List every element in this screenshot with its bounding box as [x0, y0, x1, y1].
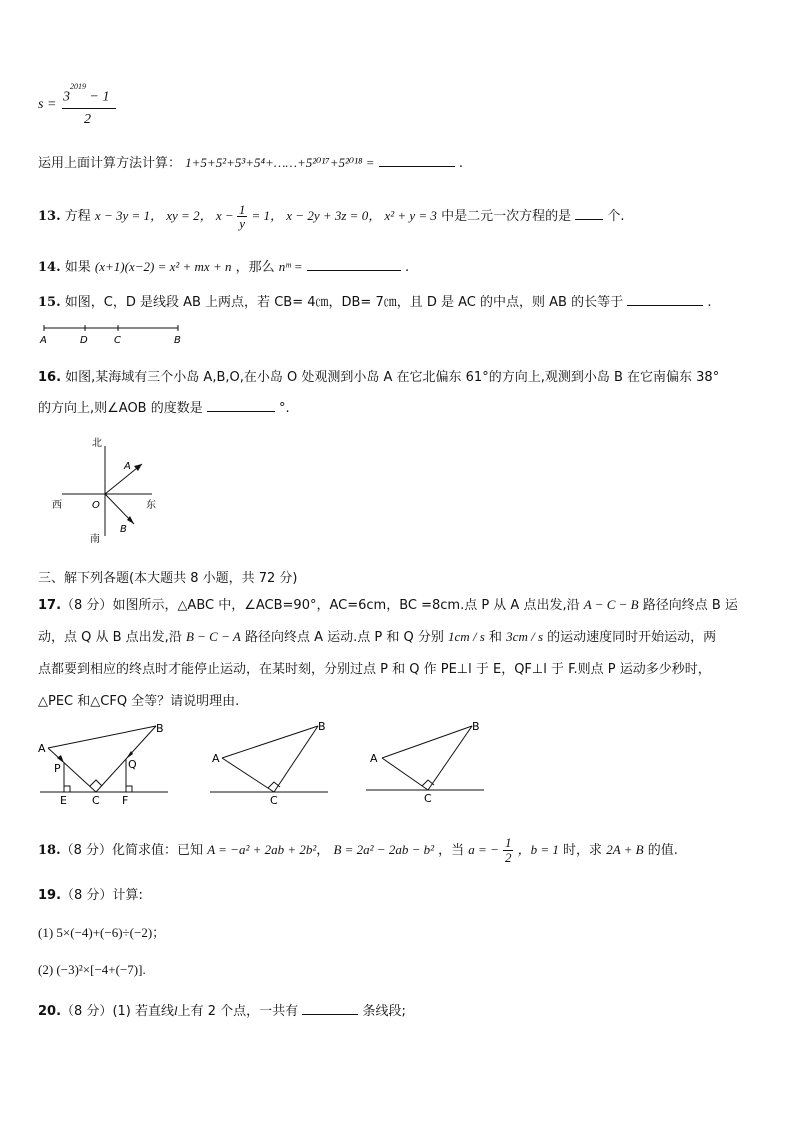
- fig1-label-b: B: [156, 722, 164, 735]
- q19-score: （8 分）: [61, 888, 113, 903]
- q13-answer-blank[interactable]: [575, 207, 603, 220]
- q18-sep: ，: [316, 843, 330, 858]
- q16-answer-blank[interactable]: [207, 399, 275, 412]
- fig3-label-a: A: [370, 752, 378, 765]
- q15-answer-blank[interactable]: [627, 293, 703, 306]
- q15-segment-figure: [36, 318, 186, 346]
- compass-north: 北: [92, 438, 102, 449]
- q15-suffix: .: [707, 295, 712, 310]
- q18-expr-b: B = 2a² − 2ab − b²: [333, 842, 434, 857]
- q12-prefix: 运用上面计算方法计算：: [38, 156, 182, 171]
- q18-fraction: [503, 836, 514, 865]
- top-formula-fraction-bar: [62, 108, 116, 109]
- q13-text-c: 个.: [607, 209, 625, 224]
- q14-expr: (x+1)(x−2) = x² + mx + n: [94, 259, 232, 274]
- q13-equations-tail: = 1， x − 2y + 3z = 0， x² + y = 3: [251, 208, 437, 223]
- q16-line2: [38, 397, 290, 416]
- q15-label-c: C: [114, 335, 121, 346]
- fig1-label-a: A: [38, 742, 46, 755]
- top-formula-denominator: 2: [84, 112, 91, 127]
- q12-line: [38, 152, 463, 171]
- compass-point-a: A: [124, 461, 131, 472]
- q16-text1: 如图,某海域有三个小岛 A,B,O,在小岛 O 处观测到小岛 A 在它北偏东 61°的方向上,观测到小岛 B 在它南偏东 38°: [65, 370, 720, 385]
- q17-speed2: 3cm / s: [506, 629, 544, 644]
- fig1-label-q: Q: [128, 758, 137, 771]
- q20-line-l: l: [174, 1003, 178, 1018]
- q18-text-b: ，当: [438, 843, 465, 858]
- q17-text1b: 路径向终点 B 运: [642, 598, 738, 613]
- q16-text2a: 的方向上,则∠AOB 的度数是: [38, 401, 203, 416]
- q14-answer-blank[interactable]: [307, 258, 401, 271]
- compass-east: 东: [146, 500, 156, 511]
- section3-heading: 三、解下列各题(本大题共 8 小题，共 72 分): [38, 571, 298, 586]
- q13-frac-den: y: [239, 216, 246, 231]
- q17-score: （8 分）: [61, 598, 113, 613]
- q17-path2: B − C − A: [185, 629, 241, 644]
- q17-number: 17.: [38, 598, 62, 613]
- q18-score: （8 分）: [60, 843, 113, 858]
- numerator-exponent: 2019: [70, 82, 86, 91]
- q17-line4: △PEC 和△CFQ 全等？请说明理由.: [38, 694, 240, 709]
- q13-line: [38, 203, 625, 230]
- q13-fraction: [237, 203, 248, 230]
- fig1-label-e: E: [60, 794, 67, 807]
- q18-text-a: 化简求值：已知: [112, 843, 204, 858]
- q12-suffix: .: [458, 156, 463, 171]
- q13-text-a: 方程: [64, 209, 91, 224]
- top-formula-lhs: s =: [38, 97, 57, 112]
- q16-line1: [38, 366, 719, 385]
- q20-score: （8 分）: [61, 1004, 113, 1019]
- q17-text2c: 和: [489, 630, 503, 645]
- fig3-label-c: C: [424, 792, 432, 805]
- q18-number: 18.: [38, 843, 61, 858]
- q17-text1a: 如图所示，△ABC 中，∠ACB=90°，AC=6cm，BC =8cm.点 P 从 A 点出发,沿: [112, 598, 580, 613]
- compass-origin: O: [92, 500, 100, 511]
- q15-label-d: D: [80, 335, 88, 346]
- fig1-label-p: P: [54, 762, 61, 775]
- q17-line2: [38, 626, 716, 645]
- q14-number: 14.: [38, 260, 61, 275]
- q14-line: [38, 256, 409, 275]
- q20-text-a: (1) 若直线: [112, 1004, 174, 1019]
- q20-text-c: 条线段;: [362, 1004, 406, 1019]
- q17-figure-3: [362, 714, 488, 808]
- q15-label-a: A: [40, 335, 47, 346]
- q18-b-eq: ，b = 1: [517, 842, 559, 857]
- q17-line1: [38, 594, 738, 613]
- q20-answer-blank[interactable]: [302, 1002, 358, 1015]
- fig1-label-c: C: [92, 794, 100, 807]
- q17-path1: A − C − B: [583, 597, 639, 612]
- q19-line: [38, 884, 143, 903]
- compass-west: 西: [52, 500, 62, 511]
- q16-compass-figure: [48, 432, 168, 550]
- fig3-label-b: B: [472, 720, 480, 733]
- q13-frac-num: 1: [238, 202, 246, 217]
- top-formula-numerator: [63, 82, 110, 106]
- q18-text-c: 时，求: [563, 843, 603, 858]
- q14-expr2: nᵐ =: [278, 259, 303, 274]
- q14-text-b: ，那么: [235, 260, 275, 275]
- q18-expr-a: A = −a² + 2ab + 2b²: [207, 842, 317, 857]
- fig2-label-b: B: [318, 720, 326, 733]
- q18-frac-den: 2: [504, 850, 512, 865]
- q18-expr-c: 2A + B: [606, 842, 644, 857]
- q17-line3: 点都要到相应的终点时才能停止运动，在某时刻，分别过点 P 和 Q 作 PE⊥l 于 E，QF⊥l 于 F.则点 P 运动多少秒时，: [38, 662, 711, 677]
- fig1-label-f: F: [122, 794, 129, 807]
- q15-label-b: B: [174, 335, 181, 346]
- q15-line: [38, 291, 712, 310]
- q18-line: [38, 836, 678, 865]
- numerator-base: 3: [63, 89, 70, 105]
- compass-point-b: B: [120, 524, 127, 535]
- q18-frac-num: 1: [504, 835, 512, 850]
- q17-text2d: 的运动速度同时开始运动，两: [547, 630, 717, 645]
- q20-line: [38, 1000, 406, 1019]
- q13-text-b: 中是二元一次方程的是: [441, 209, 572, 224]
- q20-text-b: 上有 2 个点，一共有: [177, 1004, 299, 1019]
- q17-text2b: 路径向终点 A 运动.点 P 和 Q 分别: [244, 630, 444, 645]
- compass-south: 南: [90, 534, 100, 545]
- q20-number: 20.: [38, 1004, 62, 1019]
- q12-answer-blank[interactable]: [379, 154, 455, 167]
- q19-number: 19.: [38, 888, 62, 903]
- q17-text2a: 动，点 Q 从 B 点出发,沿: [38, 630, 182, 645]
- q16-number: 16.: [38, 370, 62, 385]
- q13-number: 13.: [38, 209, 61, 224]
- q15-number: 15.: [38, 295, 61, 310]
- fig2-label-a: A: [212, 752, 220, 765]
- numerator-tail: − 1: [89, 89, 110, 105]
- q17-speed1: 1cm / s: [448, 629, 485, 644]
- q14-text-a: 如果: [64, 260, 91, 275]
- q15-text: 如图，C，D 是线段 AB 上两点，若 CB= 4㎝，DB= 7㎝，且 D 是 AC 的中点，则 AB 的长等于: [64, 295, 624, 310]
- q19-part2: (2) (−3)²×[−4+(−7)].: [38, 962, 146, 977]
- q18-text-d: 的值.: [647, 843, 678, 858]
- q18-a-eq: a = −: [468, 842, 499, 857]
- q19-title: 计算:: [112, 888, 143, 903]
- q19-part1: (1) 5×(−4)+(−6)÷(−2)；: [38, 925, 166, 940]
- q14-suffix: .: [405, 260, 410, 275]
- q12-expr: 1+5+5²+5³+5⁴+……+5²⁰¹⁷+5²⁰¹⁸ =: [185, 155, 375, 170]
- q13-equations: x − 3y = 1， xy = 2， x −: [94, 208, 237, 223]
- fig2-label-c: C: [270, 794, 278, 807]
- q16-text2b: °.: [279, 401, 290, 416]
- q17-figure-1: [34, 716, 174, 810]
- q17-figure-2: [206, 716, 332, 810]
